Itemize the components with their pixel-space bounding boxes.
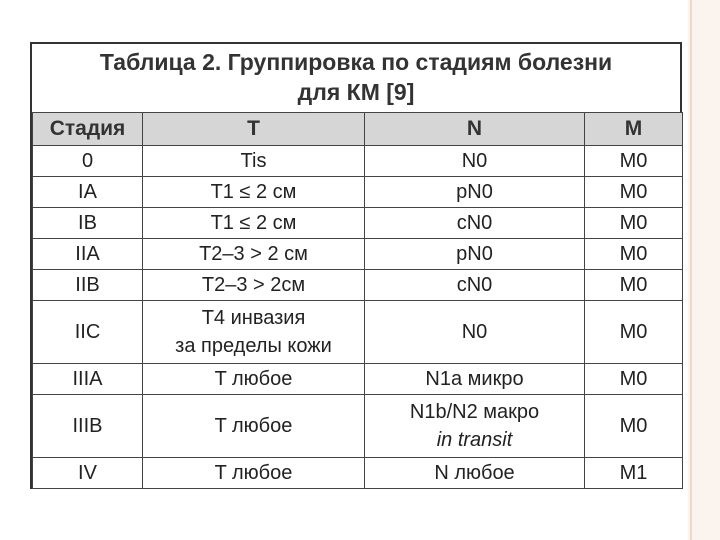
cell-n: N1a микро bbox=[365, 364, 585, 395]
cell-n-line2: in transit bbox=[436, 429, 513, 451]
cell-m: M0 bbox=[585, 208, 683, 239]
cell-t: T2–3 > 2см bbox=[143, 270, 365, 301]
cell-m: M1 bbox=[585, 458, 683, 489]
cell-m: M0 bbox=[585, 177, 683, 208]
slide-frame-right bbox=[688, 0, 720, 540]
cell-n-line1: N1b/N2 макро bbox=[409, 401, 540, 423]
table-row bbox=[33, 270, 683, 301]
table-header-row bbox=[33, 113, 683, 146]
cell-t bbox=[143, 301, 365, 364]
cell-n: pN0 bbox=[365, 177, 585, 208]
table-row bbox=[33, 177, 683, 208]
cell-n: pN0 bbox=[365, 239, 585, 270]
staging-table-box bbox=[30, 42, 682, 489]
cell-n: N0 bbox=[365, 301, 585, 364]
header-stage: Стадия bbox=[33, 113, 143, 146]
table-row bbox=[33, 301, 683, 364]
table-row bbox=[33, 458, 683, 489]
table-title-line2: для КМ [9] bbox=[297, 79, 415, 105]
table-row bbox=[33, 239, 683, 270]
cell-n: N любое bbox=[365, 458, 585, 489]
cell-stage: IIIB bbox=[33, 395, 143, 458]
table-title-line1: Таблица 2. Группировка по стадиям болезни bbox=[99, 49, 613, 75]
staging-table bbox=[32, 112, 683, 489]
table-row bbox=[33, 208, 683, 239]
cell-stage: IIC bbox=[33, 301, 143, 364]
header-n: N bbox=[365, 113, 585, 146]
cell-t: T1 ≤ 2 см bbox=[143, 177, 365, 208]
table-row bbox=[33, 395, 683, 458]
cell-stage: IIB bbox=[33, 270, 143, 301]
table-title bbox=[32, 44, 682, 112]
cell-stage: IV bbox=[33, 458, 143, 489]
cell-t-line1: T4 инвазия bbox=[201, 307, 306, 329]
cell-stage: IA bbox=[33, 177, 143, 208]
cell-m: M0 bbox=[585, 239, 683, 270]
cell-n: cN0 bbox=[365, 208, 585, 239]
cell-t: T1 ≤ 2 см bbox=[143, 208, 365, 239]
cell-t: T любое bbox=[143, 364, 365, 395]
header-m: M bbox=[585, 113, 683, 146]
cell-stage: IB bbox=[33, 208, 143, 239]
cell-t: T любое bbox=[143, 395, 365, 458]
cell-t: Tis bbox=[143, 146, 365, 177]
slide-frame-line bbox=[690, 0, 692, 540]
cell-m: M0 bbox=[585, 395, 683, 458]
cell-m: M0 bbox=[585, 146, 683, 177]
cell-m: M0 bbox=[585, 270, 683, 301]
cell-t: T любое bbox=[143, 458, 365, 489]
header-t: T bbox=[143, 113, 365, 146]
table-row bbox=[33, 146, 683, 177]
cell-t: T2–3 > 2 см bbox=[143, 239, 365, 270]
cell-stage: 0 bbox=[33, 146, 143, 177]
cell-n: N0 bbox=[365, 146, 585, 177]
cell-m: M0 bbox=[585, 364, 683, 395]
cell-n bbox=[365, 395, 585, 458]
cell-stage: IIA bbox=[33, 239, 143, 270]
cell-t-line2: за пределы кожи bbox=[175, 335, 332, 357]
cell-n: cN0 bbox=[365, 270, 585, 301]
cell-stage: IIIA bbox=[33, 364, 143, 395]
table-row bbox=[33, 364, 683, 395]
cell-m: M0 bbox=[585, 301, 683, 364]
